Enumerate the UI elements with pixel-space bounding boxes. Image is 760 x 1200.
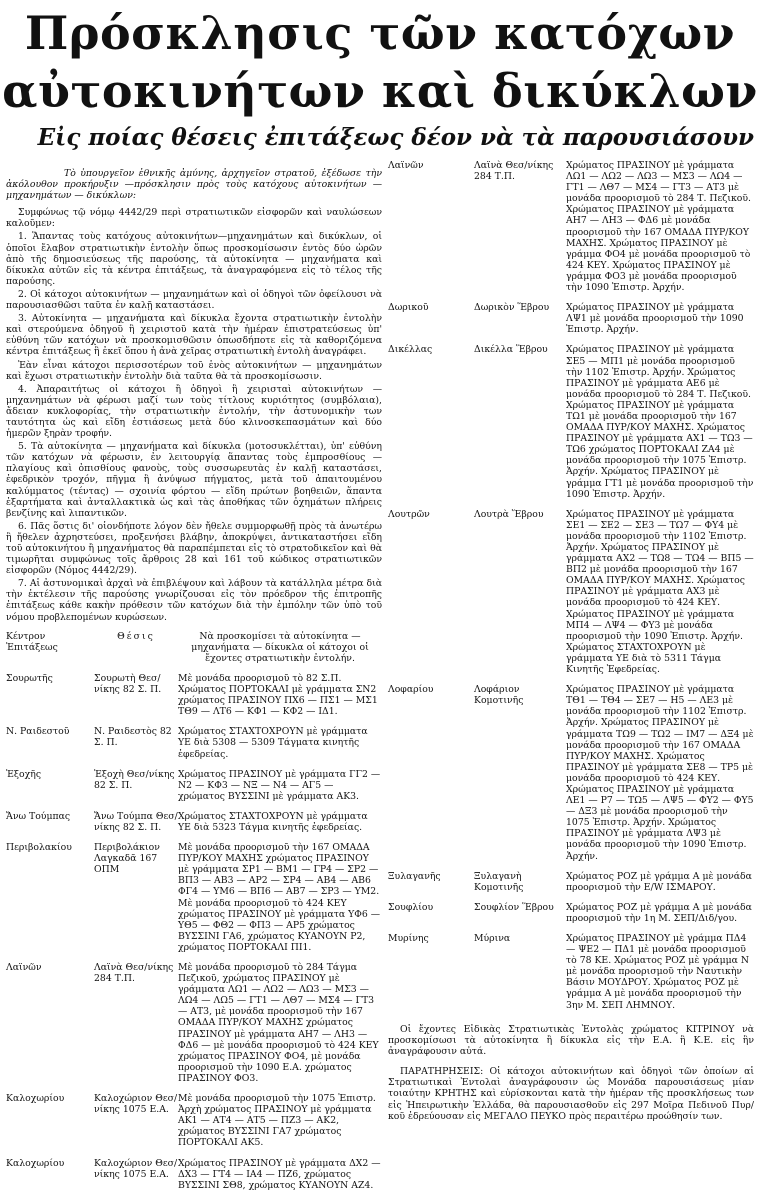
vehicle-instructions: Χρώματος ΠΡΑΣΙΝΟΥ μὲ γράμματα ΣΕ1 — ΣΕ2 — ΣΕ3 — ΤΩ7 — ΦΥ4 μὲ μονάδα προορισμοῦ τὴν 1102 Ἐπιστρ. Ἀρχήν. Χρώματος ΠΡΑΣΙΝΟΥ μὲ γράμματα ΑΧ2 — ΤΩ8 — ΤΩ4 — ΒΠ5 — ΒΠ2 μὲ μονάδα προορισμοῦ τὴν 167 ΟΜΑΔΑ ΠΥΡ/ΚΟΥ ΜΑΧΗΣ. Χρώματος ΠΡΑΣΙΝΟΥ μὲ γράμματα ΑΧ3 μὲ μονάδα προορισμοῦ τὸ 424 ΚΕΥ. Χρώματος ΠΡΑΣΙΝΟΥ μὲ γράμματα ΜΠ4 — ΛΨ4 — ΦΥ3 μὲ μονάδα προορισμοῦ τὴν 1090 Ἐπιστρ. Ἀρχήν. Χρώματος ΣΤΑΧΤΟΧΡΟΥΝ μὲ γράμματα ΥΕ διὰ τὸ 5311 Τάγμα Κινητῆς Ἐφεδρείας. [566, 508, 754, 676]
header-place: Θέσις [117, 630, 155, 642]
requisition-place: Δικέλλα Ἕβρου [474, 344, 548, 356]
vehicle-instructions: Χρώματος ΠΡΑΣΙΝΟΥ μὲ γράμματα ΔΧ2 — ΔΧ3 — ΓΤ4 — ΙΑ4 — ΠΖ6, χρώματος ΒΥΣΣΙΝΙ ΣΘ8, χρώματος ΚΥΑΝΟΥΝ ΑΖ4. [178, 1157, 381, 1191]
article-paragraph: 6. Πᾶς ὅστις δι' οἱονδήποτε λόγον δὲν ἤθελε συμμορφωθῇ πρὸς τὰ ἀνωτέρω ἢ ἤθελεν ἀχρηστεύσει, προξενήσει βλάβην, ἀποκρύψει, ἀντικαταστήσει εἴδη τοῦ αὐτοκινήτου ἢ μηχανήματος θὰ παραπέμπεται εἰς τὸ στρατοδικεῖον καὶ θὰ τιμωρῆται συμφώνως τοῖς ἄρθροις 28 καὶ 161 τοῦ κώδικος στρατιωτικῶν εἰσφορῶν (Νόμος 4442/29). [6, 520, 382, 577]
vehicle-instructions: Μὲ μονάδα προορισμοῦ τὸ 284 Τάγμα Πεζικοῦ, χρώματος ΠΡΑΣΙΝΟΥ μὲ γράμματα ΛΩ1 — ΛΩ2 — ΛΩ3 — ΜΣ3 — ΛΩ4 — ΛΩ5 — ΓΤ1 — ΛΘ7 — ΜΣ4 — ΓΤ3 — ΑΤ3, μὲ μονάδα προορισμοῦ τὴν 167 ΟΜΑΔΑ ΠΥΡ/ΚΟΥ ΜΑΧΗΣ χρώματος ΠΡΑΣΙΝΟΥ μὲ γράμματα ΑΗ7 — ΛΗ3 — ΦΔ6 — μὲ μονάδα προορισμοῦ τὸ 424 ΚΕΥ χρώματος ΠΡΑΣΙΝΟΥ ΦΟ4, μὲ μονάδα προορισμοῦ τὴν 1090 Ε.Α. χρώματος ΠΡΑΣΙΝΟΥ ΦΟ3. [178, 962, 379, 1084]
table-row [6, 673, 382, 726]
requisition-place: Ἐξοχὴ Θεσ/νίκης 82 Σ. Π. [94, 768, 175, 791]
vehicle-instructions: Χρώματος ΣΤΑΧΤΟΧΡΟΥΝ μὲ γράμματα ΥΕ διὰ 5308 — 5309 Τάγματα κινητῆς ἐφεδρείας. [178, 726, 368, 760]
intro-paragraph: Τὸ ὑπουργεῖον ἐθνικῆς ἀμύνης, ἀρχηγεῖον στρατοῦ, ἐξέδωσε τὴν ἀκόλουθον προκήρυξιν —πρόσκλησιν πρὸς τοὺς κατόχους αὐτοκινήτων — μηχανημάτων — δικύκλων: [6, 168, 382, 202]
article-paragraph: 3. Αὐτοκίνητα — μηχανήματα καὶ δίκυκλα ἔχοντα στρατιωτικὴν ἐντολὴν καὶ στερούμενα ὁδηγοῦ ἢ χειριστοῦ κατὰ τὴν ἡμέραν ἐπιστρατεύσεως ὑπ' εὐθύνη τῶν κατόχων νὰ προσκομισθῶσιν ὁπωσδήποτε εἰς τὰ καθοριζόμενα κέντρα ἐπιτάξεως ἢ ἐκεῖ ὅπου ἡ ἀνὰ χεῖρας στρατιωτικὴ ἐντολὴ ἀναγράφει. [6, 313, 382, 358]
table-row [388, 302, 754, 344]
requisition-center: Καλοχωρίου [6, 1093, 65, 1105]
requisition-place: Λοφάριον Κομοτινῆς [474, 684, 524, 707]
table-row [6, 726, 382, 768]
requisition-place: Σουφλίον Ἕβρου [474, 901, 554, 913]
table-row [388, 902, 754, 933]
header-vehicles: Νὰ προσκομίσει τὰ αὐτοκίνητα — μηχανήματα — δίκυκλα οἱ κάτοχοι οἱ ἔχοντες στρατιωτικὴν ἐντολήν. [191, 630, 369, 664]
requisition-center: Λαϊνῶν [6, 962, 42, 973]
requisition-place: Σουρωτὴ Θεσ/νίκης 82 Σ. Π. [94, 672, 162, 696]
article-paragraph: 1. Ἅπαντας τοὺς κατόχους αὐτοκινήτων—μηχανημάτων καὶ δικύκλων, οἱ ὁποῖοι ἔλαβον στρατιωτικὴν ἐντολὴν ὅπως προσκομίσωσιν ἐντὸς δύο ὡρῶν ἀπὸ τῆς δημοσιεύσεως τῆς παρούσης, τὰ αὐτοκίνητα — μηχανήματα καὶ δίκυκλα αὐτῶν εἰς τὰ κέντρα ἐπιτάξεως, τὰ ἀναγραφόμενα εἰς τὸ τέλος τῆς παρούσης. [6, 231, 382, 287]
table-row [6, 1158, 382, 1200]
table-row [388, 933, 754, 1020]
requisition-center: Ν. Ραιδεστοῦ [6, 726, 70, 738]
vehicle-instructions: Χρώματος ΠΡΑΣΙΝΟΥ μὲ γράμμα ΠΔ4 — ΨΕ2 — ΠΔ1 μὲ μονάδα προορισμοῦ τὸ 78 ΚΕ. Χρώματος ΡΟΖ μὲ γράμμα Ν μὲ μονάδα προορισμοῦ τὴν Ναυτικὴν Βάσιν ΜΟΥΔΡΟΥ. Χρώματος ΡΟΖ μὲ γράμμα Α μὲ μονάδα προορισμοῦ τὴν 3ην Μ. ΣΕΠ ΛΗΜΝΟΥ. [566, 933, 750, 1011]
subheadline: Εἰς ποίας θέσεις ἐπιτάξεως δέον νὰ τὰ παρουσιάσουν [37, 124, 754, 151]
requisition-center: Δωρικοῦ [388, 302, 429, 314]
header-center: Κέντρον Ἐπιτάξεως [6, 630, 58, 653]
table-row [388, 509, 754, 684]
article-paragraph: 4. Ἀπαραιτήτως οἱ κάτοχοι ἢ ὁδηγοὶ ἢ χειρισταὶ αὐτοκινήτων — μηχανημάτων νὰ φέρωσι μαζί των τοὺς τίτλους κυριότητος (συμβόλαια), ἄδειαν κυκλοφορίας, τὴν στρατιωτικὴν ἐντολήν, τὴν ἀστυνομικὴν των ταυτότητα ὡς καὶ εἴδη ἑστιάσεως μετὰ δύο κλινοσκεπασμάτων καὶ δύο ἡμερῶν ξηρὰν τροφήν. [6, 383, 382, 440]
requisition-center: Σουφλίου [388, 901, 434, 913]
requisition-table-left [6, 631, 382, 1200]
requisition-place: Μύρινα [474, 933, 511, 944]
table-row [388, 871, 754, 902]
requisition-place: Δωρικὸν Ἕβρου [474, 302, 550, 314]
vehicle-instructions: Χρώματος ΠΡΑΣΙΝΟΥ μὲ γράμματα ΛΩ1 — ΛΩ2 — ΛΩ3 — ΜΣ3 — ΛΩ4 — ΓΤ1 — ΛΘ7 — ΜΣ4 — ΓΤ3 — ΑΤ3 μὲ μονάδα προορισμοῦ τὸ 284 Τ. Πεζικοῦ. Χρώματος ΠΡΑΣΙΝΟΥ μὲ γράμματα ΑΗ7 — ΛΗ3 — ΦΔ6 μὲ μονάδα προορισμοῦ τὴν 167 ΟΜΑΔΑ ΠΥΡ/ΚΟΥ ΜΑΧΗΣ. Χρώματος ΠΡΑΣΙΝΟΥ μὲ γράμμα ΦΟ4 μὲ μονάδα προορισμοῦ τὸ 424 ΚΕΥ. Χρώματος ΠΡΑΣΙΝΟΥ μὲ γράμμα ΦΟ3 μὲ μονάδα προορισμοῦ τὴν 1090 Ἐπιστρ. Ἀρχήν. [566, 160, 752, 294]
requisition-place: Καλοχώριον Θεσ/νίκης 1075 Ε.Α. [94, 1093, 178, 1116]
requisition-place: Λουτρὰ Ἕβρου [474, 508, 544, 520]
requisition-center: Ξυλαγανῆς [388, 870, 441, 882]
article-paragraph: Συμφώνως τῷ νόμῳ 4442/29 περὶ στρατιωτικῶν εἰσφορῶν καὶ ναυλώσεων καλοῦμεν: [6, 207, 382, 230]
vehicle-instructions: Χρώματος ΠΡΑΣΙΝΟΥ μὲ γράμματα ΤΘ1 — ΤΘ4 — ΣΕ7 — Η5 — ΛΕ3 μὲ μονάδα προορισμοῦ τὴν 1102 Ἐπιστρ. Ἀρχήν. Χρώματος ΠΡΑΣΙΝΟΥ μὲ γράμματα ΤΩ9 — ΤΩ2 — ΙΜ7 — ΔΞ4 μὲ μονάδα προορισμοῦ τὴν 167 ΟΜΑΔΑ ΠΥΡ/ΚΟΥ ΜΑΧΗΣ. Χρώματος ΠΡΑΣΙΝΟΥ μὲ γράμματα ΣΕ8 — ΤΡ5 μὲ μονάδα προορισμοῦ τὸ 424 ΚΕΥ. Χρώματος ΠΡΑΣΙΝΟΥ μὲ γράμματα ΛΕ1 — Ρ7 — ΤΩ5 — ΛΨ5 — ΦΥ2 — ΦΥ5 — ΔΞ3 μὲ μονάδα προορισμοῦ τὴν 1075 Ἐπιστρ. Ἀρχήν. Χρώματος ΠΡΑΣΙΝΟΥ μὲ γράμματα ΛΨ3 μὲ μονάδα προορισμοῦ τὴν 1090 Ἐπιστρ. Ἀρχήν. [566, 684, 754, 862]
requisition-center: Καλοχωρίου [6, 1157, 65, 1169]
headline-line-2: αὐτοκινήτων καὶ δικύκλων [2, 64, 758, 118]
vehicle-instructions: Χρώματος ΣΤΑΧΤΟΧΡΟΥΝ μὲ γράμματα ΥΕ διὰ 5323 Τάγμα κινητῆς ἐφεδρείας. [178, 810, 368, 833]
vehicle-instructions: Μὲ μονάδα προορισμοῦ τὴν 1075 Ἐπιστρ. Ἀρχὴ χρώματος ΠΡΑΣΙΝΟΥ μὲ γράμματα ΑΚ1 — ΑΤ4 — ΑΤ5 — ΠΖ3 — ΑΚ2, χρώματος ΒΥΣΣΙΝΙ ΓΑ7 χρώματος ΠΟΡΤΟΚΑΛΙ ΑΚ5. [178, 1093, 376, 1149]
article-paragraph: Ἐὰν εἶναι κάτοχοι περισσοτέρων τοῦ ἑνὸς αὐτοκινήτων — μηχανημάτων καὶ ἔχωσι στρατιωτικὴν ἐντολὴν διὰ ταῦτα θὰ τὰ προσκομίσωσιν. [6, 359, 382, 382]
article-paragraph: 2. Οἱ κάτοχοι αὐτοκινήτων — μηχανημάτων καὶ οἱ ὁδηγοὶ τῶν ὀφείλουσι νὰ παρουσιασθῶσι ταῦτα ἐν καλῇ καταστάσει. [6, 288, 382, 312]
vehicle-instructions: Χρώματος ΠΡΑΣΙΝΟΥ μὲ γράμματα ΣΕ5 — ΜΠ1 μὲ μονάδα προορισμοῦ τὴν 1102 Ἐπιστρ. Ἀρχήν. Χρώματος ΠΡΑΣΙΝΟΥ μὲ γράμματα ΑΕ6 μὲ μονάδα προορισμοῦ τὸ 284 Τ. Πεζικοῦ. Χρώματος ΠΡΑΣΙΝΟΥ μὲ γράμματα ΤΩ1 μὲ μονάδα προορισμοῦ τὴν 167 ΟΜΑΔΑ ΠΥΡ/ΚΟΥ ΜΑΧΗΣ. Χρώματος ΠΡΑΣΙΝΟΥ μὲ γράμματα ΑΧ1 — ΤΩ3 — ΤΩ6 χρώματος ΠΟΡΤΟΚΑΛΙ ΖΑ4 μὲ μονάδα προορισμοῦ τὴν 1075 Ἐπιστρ. Ἀρχήν. Χρώματος ΠΡΑΣΙΝΟΥ μὲ γράμμα ΓΤ1 μὲ μονάδα προορισμοῦ τὴν 1090 Ἐπιστρ. Ἀρχήν. [566, 344, 754, 500]
article-paragraph: 5. Τὰ αὐτοκίνητα — μηχανήματα καὶ δίκυκλα (μοτοσυκλέτται), ὑπ' εὐθύνη τῶν κατόχων νὰ φέρωσιν, ἐν λειτουργίᾳ ἅπαντας τοὺς ἐμπροσθίους — πλαγίους καὶ ὀπισθίους φανοὺς, τοὺς συσσωρευτὰς ἐν καλῇ καταστάσει, ἐφεδρικὸν τροχόν, πῆγμα ἢ ἀνύψωσ πήγματος, μετὰ τοῦ ἀπαιτουμένου καλύμματος (τέντας) — σχοινία φόρτου — εἴδη πρώτων βοηθειῶν, ἅπαντα ἐξαρτήματα καὶ ἀνταλλακτικὰ ὡς καὶ τὰς ἀποθήκας τῶν ὀχημάτων πλήρεις βενζίνης καὶ λιπαντικῶν. [6, 441, 382, 519]
requisition-place: Ἄνω Τούμπα Θεσ/νίκης 82 Σ. Π. [94, 810, 178, 833]
requisition-place: Ν. Ραιδεστὸς 82 Σ. Π. [94, 726, 172, 749]
table-row [388, 160, 754, 302]
table-row [388, 684, 754, 871]
left-column [6, 168, 382, 1200]
table-row [388, 344, 754, 508]
requisition-table-right [388, 160, 754, 1020]
vehicle-instructions: Μὲ μονάδα προορισμοῦ τὴν 167 ΟΜΑΔΑ ΠΥΡ/ΚΟΥ ΜΑΧΗΣ χρώματος ΠΡΑΣΙΝΟΥ μὲ γράμματα ΣΡ1 — ΒΜ1 — ΓΡ4 — ΣΡ2 — ΒΠ3 — ΑΒ3 — ΑΡ2 — ΣΡ4 — ΑΒ4 — ΑΒ6 ΦΓ4 — ΥΜ6 — ΒΠ6 — ΑΒ7 — ΣΡ3 — ΥΜ2. Μὲ μονάδα προορισμοῦ τὸ 424 ΚΕΥ χρώματος ΠΡΑΣΙΝΟΥ μὲ γράμματα ΥΦ6 — ΥΘ5 — ΦΘ2 — ΦΠ3 — ΑΡ5 χρώματος ΒΥΣΣΙΝΙ ΓΑ6, χρώματος ΚΥΑΝΟΥΝ Ρ2, χρώματος ΠΟΡΤΟΚΑΛΙ ΠΙ1. [178, 842, 381, 953]
remarks-paragraph: ΠΑΡΑΤΗΡΗΣΕΙΣ: Οἱ κάτοχοι αὐτοκινήτων καὶ ὁδηγοὶ τῶν ὁποίων αἱ Στρατιωτικαὶ Ἐντολαὶ ἀναγράφουσιν ὡς Μονάδα παρουσιάσεως μίαν τοιαύτην ΚΡΗΤΗΣ καὶ εὑρίσκονται κατὰ τὴν ἡμέραν τῆς προσκλήσεως των εἰς Ἠπειρωτικὴν Ἑλλάδα, θὰ παρουσιασθοῦν εἰς 297 Μοῖρα Πεδινοῦ Πυρ/κοῦ ἐδρεύουσαν εἰς ΜΕΓΑΛΟ ΠΕΥΚΟ πρὸς περαιτέρω προώθησίν των. [388, 1066, 754, 1122]
requisition-center: Μυρίνης [388, 933, 429, 944]
requisition-center: Δικέλλας [388, 344, 433, 356]
requisition-place: Ξυλαγανὴ Κομοτινῆς [474, 870, 524, 893]
requisition-center: Λουτρῶν [388, 508, 430, 520]
headline-line-1: Πρόσκλησις τῶν κατόχων [24, 6, 736, 60]
requisition-center: Σουρωτῆς [6, 672, 53, 684]
vehicle-instructions: Χρώματος ΡΟΖ μὲ γράμμα Α μὲ μονάδα προορισμοῦ τὴν 1η Μ. ΣΕΠ/Διδ/γου. [566, 901, 752, 924]
requisition-center: Ἄνω Τούμπας [6, 810, 71, 822]
vehicle-instructions: Χρώματος ΠΡΑΣΙΝΟΥ μὲ γράμματα ΛΨ1 μὲ μονάδα προορισμοῦ τὴν 1090 Ἐπιστρ. Ἀρχήν. [566, 302, 744, 336]
requisition-place: Λαϊνὰ Θεσ/νίκης 284 Τ.Π. [94, 962, 174, 985]
vehicle-instructions: Χρώματος ΠΡΑΣΙΝΟΥ μὲ γράμματα ΓΓ2 — Ν2 — ΚΦ3 — ΝΞ — Ν4 — ΑΓ5 — χρώματος ΒΥΣΣΙΝΙ μὲ γράμματα ΑΚ3. [178, 768, 381, 802]
requisition-center: Ἐξοχῆς [6, 768, 42, 780]
requisition-center: Λοφαρίου [388, 684, 434, 696]
requisition-place: Λαϊνὰ Θεσ/νίκης 284 Τ.Π. [474, 160, 554, 183]
article-paragraph: 7. Αἱ ἀστυνομικαὶ ἀρχαὶ νὰ ἐπιβλέψουν καὶ λάβουν τὰ κατάλληλα μέτρα διὰ τὴν ἐκτέλεσιν τῆς παρούσης γνωρίζουσαι εἰς τὸν πρόεδρον τῆς ἐπιτροπῆς ἐπιτάξεως κάθε κακὴν πρόθεσιν τῶν κατόχων διὰ τὴν ἐμπόλην τῶν ὑπὸ τοῦ νόμου προβλεπομένων κυρώσεων. [6, 578, 382, 623]
requisition-center: Περιβολακίου [6, 842, 72, 854]
table-row [6, 842, 382, 962]
vehicle-instructions: Μὲ μονάδα προορισμοῦ τὸ 82 Σ.Π. Χρώματος ΠΟΡΤΟΚΑΛΙ μὲ γράμματα ΣΝ2 χρώματος ΠΡΑΣΙΝΟΥ ΠΧ6 — ΠΣ1 — ΜΣ1 ΤΘ9 — ΛΤ6 — ΚΦ1 — ΚΦ2 — ΙΔ1. [178, 672, 378, 718]
special-orders-note: Οἱ ἔχοντες Εἰδικὰς Στρατιωτικὰς Ἐντολὰς χρώματος ΚΙΤΡΙΝΟΥ νὰ προσκομίσωσι τὰ αὐτοκίνητα ἢ δίκυκλα εἰς τὴν Ε.Α. ἢ Κ.Ε. εἰς ἣν ἀναγράφουσιν αὐτά. [388, 1023, 754, 1057]
requisition-center: Λαϊνῶν [388, 160, 424, 171]
article-body [6, 207, 382, 622]
table-row [6, 1093, 382, 1157]
vehicle-instructions: Χρώματος ΡΟΖ μὲ γράμμα Α μὲ μονάδα προορισμοῦ τὴν Ε/W ΙΣΜΑΡΟΥ. [566, 870, 752, 893]
table-header-row [6, 631, 382, 673]
table-row [6, 769, 382, 811]
requisition-place: Περιβολάκιον Λαγκαδᾶ 167 ΟΠΜ [94, 842, 160, 876]
requisition-place: Καλοχώριον Θεσ/νίκης 1075 Ε.Α. [94, 1157, 178, 1180]
table-row [6, 811, 382, 842]
right-column [388, 160, 754, 1131]
